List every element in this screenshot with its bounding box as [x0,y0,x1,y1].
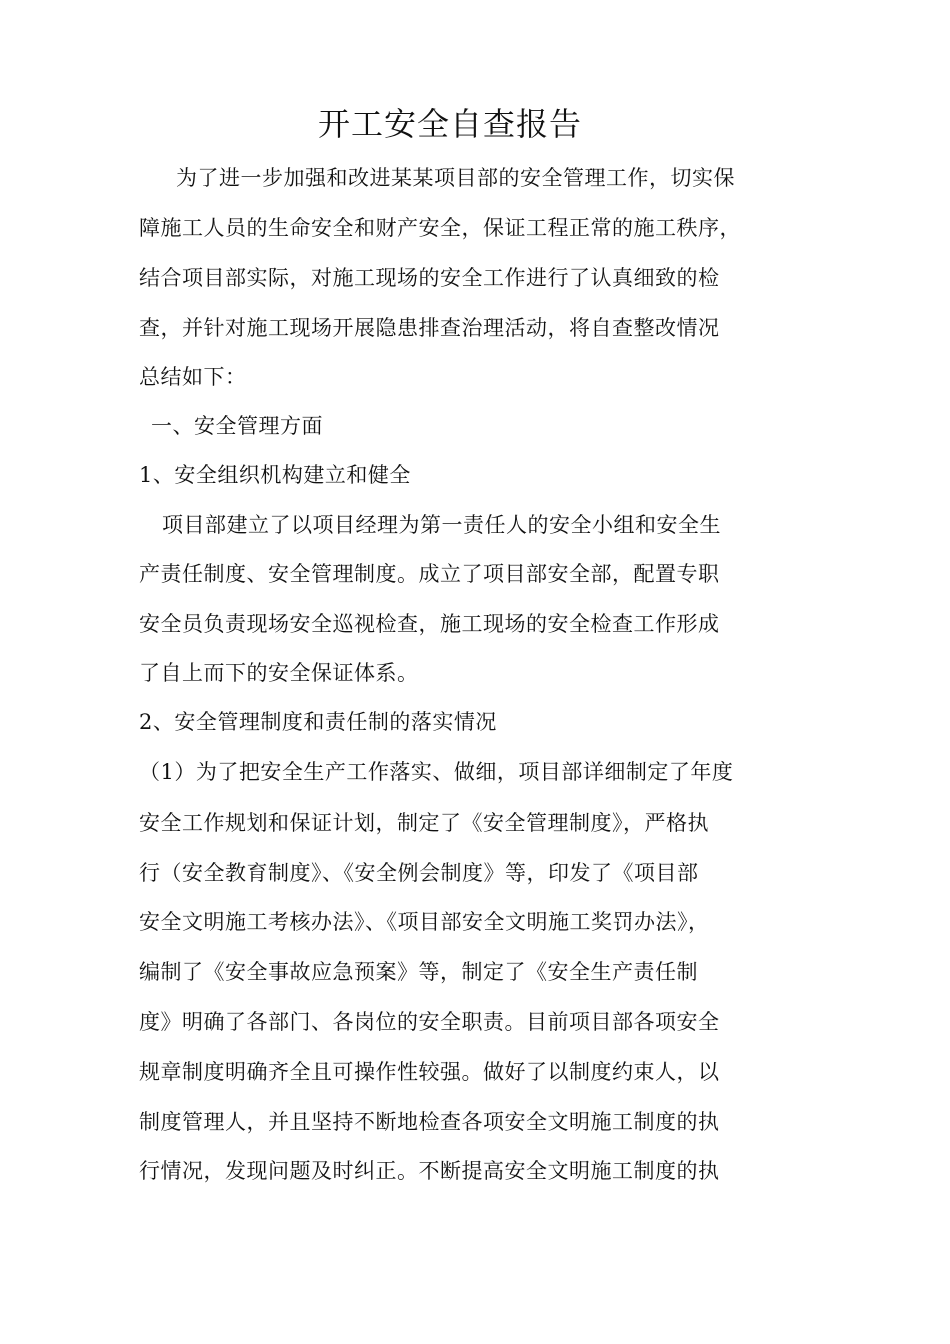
paragraph-line: 为了进一步加强和改进某某项目部的安全管理工作，切实保 [176,166,735,190]
paragraph-line: （1）为了把安全生产工作落实、做细，项目部详细制定了年度 [139,760,734,784]
paragraph-line: 规章制度明确齐全且可操作性较强。做好了以制度约束人，以 [139,1060,720,1084]
paragraph-line: 行（安全教育制度》、《安全例会制度》等，印发了《项目部 [139,861,699,885]
subsection-heading: 2、安全管理制度和责任制的落实情况 [139,710,497,734]
paragraph-line: 结合项目部实际，对施工现场的安全工作进行了认真细致的检 [139,266,720,290]
paragraph-line: 查，并针对施工现场开展隐患排查治理活动，将自查整改情况 [139,316,720,340]
paragraph-line: 行情况，发现问题及时纠正。不断提高安全文明施工制度的执 [139,1159,720,1183]
paragraph-line: 安全员负责现场安全巡视检查，施工现场的安全检查工作形成 [139,612,720,636]
paragraph-line: 度》明确了各部门、各岗位的安全职责。目前项目部各项安全 [139,1010,720,1034]
paragraph-line: 障施工人员的生命安全和财产安全，保证工程正常的施工秩序， [139,216,741,240]
paragraph-line: 安全工作规划和保证计划，制定了《安全管理制度》，严格执 [139,811,709,835]
paragraph-line: 安全文明施工考核办法》、《项目部安全文明施工奖罚办法》， [139,910,710,934]
paragraph-line: 制度管理人，并且坚持不断地检查各项安全文明施工制度的执 [139,1110,720,1134]
paragraph-line: 了自上而下的安全保证体系。 [139,661,419,685]
paragraph-line: 产责任制度、安全管理制度。成立了项目部安全部，配置专职 [139,562,720,586]
paragraph-line: 项目部建立了以项目经理为第一责任人的安全小组和安全生 [162,513,721,537]
subsection-heading: 1、安全组织机构建立和健全 [139,463,411,487]
paragraph-line: 编制了《安全事故应急预案》等，制定了《安全生产责任制 [139,960,698,984]
paragraph-line: 总结如下： [139,365,247,389]
document-title: 开工安全自查报告 [317,105,582,143]
section-heading: 一、安全管理方面 [151,414,323,438]
